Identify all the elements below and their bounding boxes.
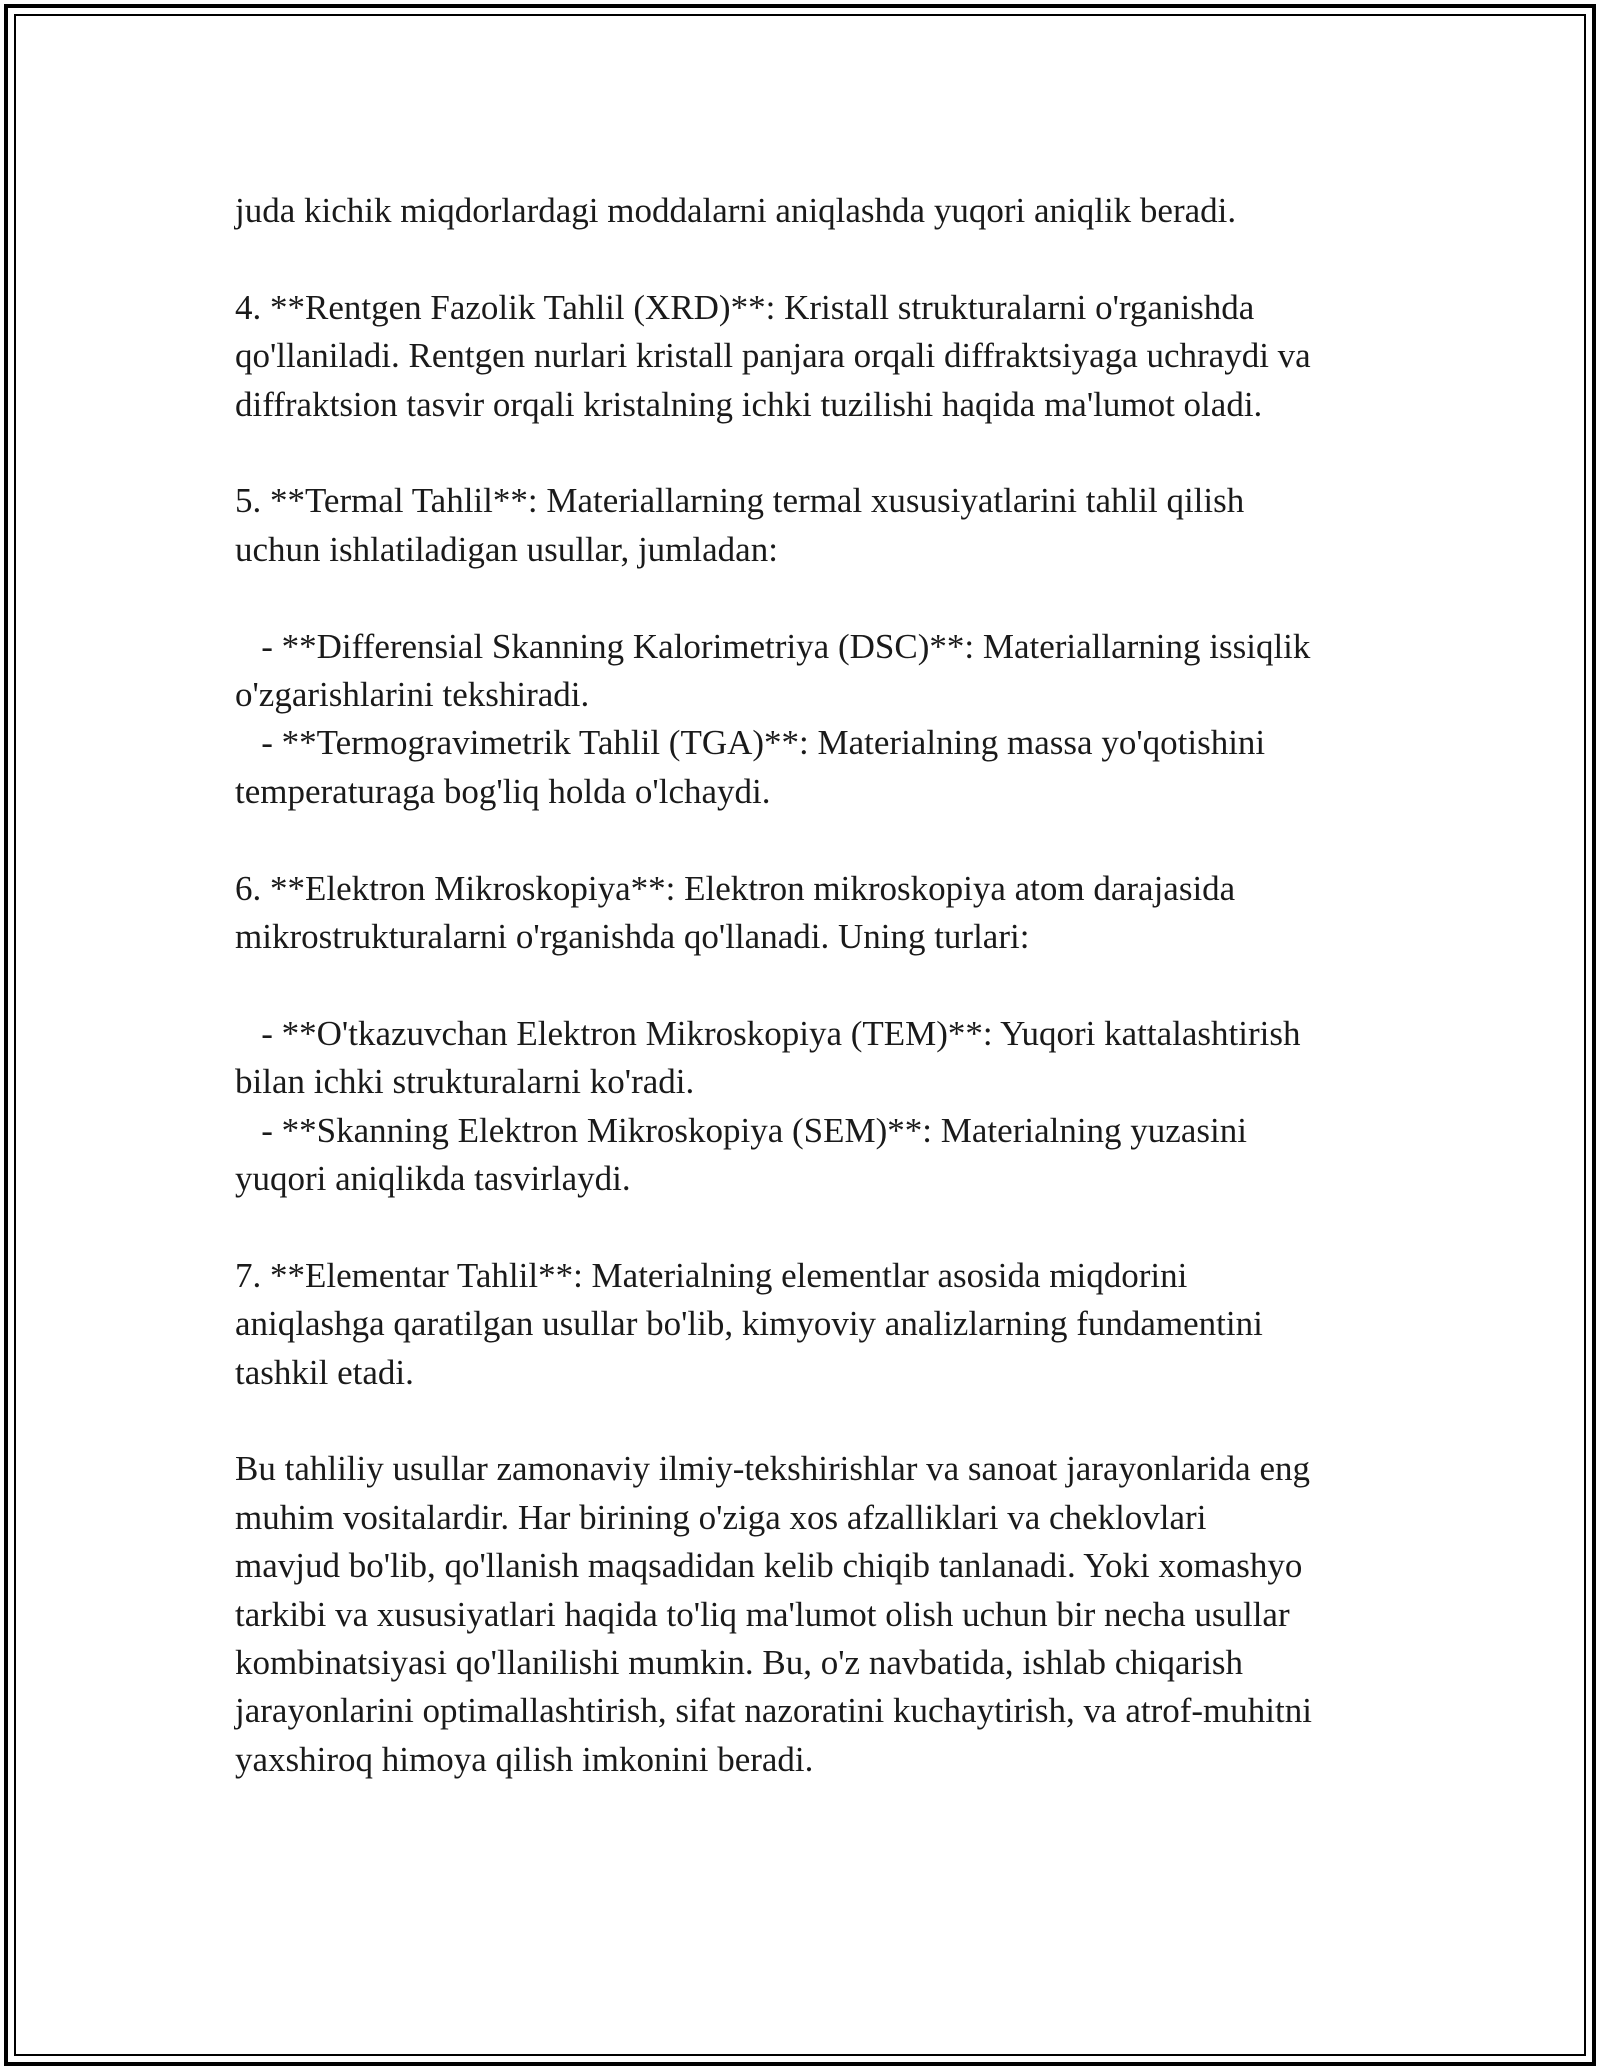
text-line: mikrostrukturalarni o'rganishda qo'llanadi. Uning turlari: — [235, 917, 1030, 957]
text-line: diffraktsion tasvir orqali kristalning ichki tuzilishi haqida ma'lumot oladi. — [235, 384, 1263, 424]
text-line: kombinatsiyasi qo'llanilishi mumkin. Bu, o'z navbatida, ishlab chiqarish — [235, 1643, 1244, 1683]
paragraph-item-4-xrd — [235, 284, 1370, 429]
paragraph-item-5-thermal — [235, 477, 1370, 574]
text-line: juda kichik miqdorlardagi moddalarni aniqlashda yuqori aniqlik beradi. — [235, 191, 1237, 230]
text-line: - **Termogravimetrik Tahlil (TGA)**: Materialning massa yo'qotishini — [235, 723, 1266, 763]
text-line: bilan ichki strukturalarni ko'radi. — [235, 1062, 695, 1102]
text-line: yaxshiroq himoya qilish imkonini beradi. — [235, 1739, 814, 1779]
text-line: aniqlashga qaratilgan usullar bo'lib, kimyoviy analizlarning fundamentini — [235, 1304, 1263, 1344]
text-line: tashkil etadi. — [235, 1352, 414, 1392]
text-line: tarkibi va xususiyatlari haqida to'liq ma'lumot olish uchun bir necha usullar — [235, 1594, 1290, 1634]
paragraph-item-6-microscopy — [235, 865, 1370, 962]
text-line: - **Skanning Elektron Mikroskopiya (SEM)**: Materialning yuzasini — [235, 1110, 1247, 1150]
text-line: 4. **Rentgen Fazolik Tahlil (XRD)**: Kristall strukturalarni o'rganishda — [235, 287, 1255, 327]
text-line: temperaturaga bog'liq holda o'lchaydi. — [235, 771, 771, 811]
text-line: jarayonlarini optimallashtirish, sifat nazoratini kuchaytirish, va atrof-muhitni — [235, 1691, 1312, 1731]
paragraph-item-7-elemental — [235, 1252, 1370, 1397]
text-line: - **O'tkazuvchan Elektron Mikroskopiya (TEM)**: Yuqori kattalashtirish — [235, 1013, 1301, 1053]
text-line: qo'llaniladi. Rentgen nurlari kristall panjara orqali diffraktsiyaga uchraydi va — [235, 336, 1311, 376]
text-line: yuqori aniqlikda tasvirlaydi. — [235, 1159, 631, 1199]
paragraph-conclusion — [235, 1445, 1370, 1784]
text-line: uchun ishlatiladigan usullar, jumladan: — [235, 529, 778, 569]
text-line: 6. **Elektron Mikroskopiya**: Elektron mikroskopiya atom darajasida — [235, 868, 1236, 908]
paragraph-thermal-subitems — [235, 623, 1370, 817]
text-line: - **Differensial Skanning Kalorimetriya (DSC)**: Materiallarning issiqlik — [235, 626, 1311, 666]
text-line: mavjud bo'lib, qo'llanish maqsadidan kelib chiqib tanlanadi. Yoki xomashyo — [235, 1546, 1303, 1586]
text-line: 7. **Elementar Tahlil**: Materialning elementlar asosida miqdorini — [235, 1255, 1188, 1295]
document-body — [235, 187, 1370, 1784]
text-line: o'zgarishlarini tekshiradi. — [235, 675, 590, 715]
text-line: 5. **Termal Tahlil**: Materiallarning termal xususiyatlarini tahlil qilish — [235, 481, 1245, 521]
paragraph-microscopy-subitems — [235, 1010, 1370, 1204]
text-line: Bu tahliliy usullar zamonaviy ilmiy-tekshirishlar va sanoat jarayonlarida eng — [235, 1449, 1310, 1489]
paragraph-continuation — [235, 187, 1370, 235]
text-line: muhim vositalardir. Har birining o'ziga xos afzalliklari va cheklovlari — [235, 1497, 1207, 1537]
